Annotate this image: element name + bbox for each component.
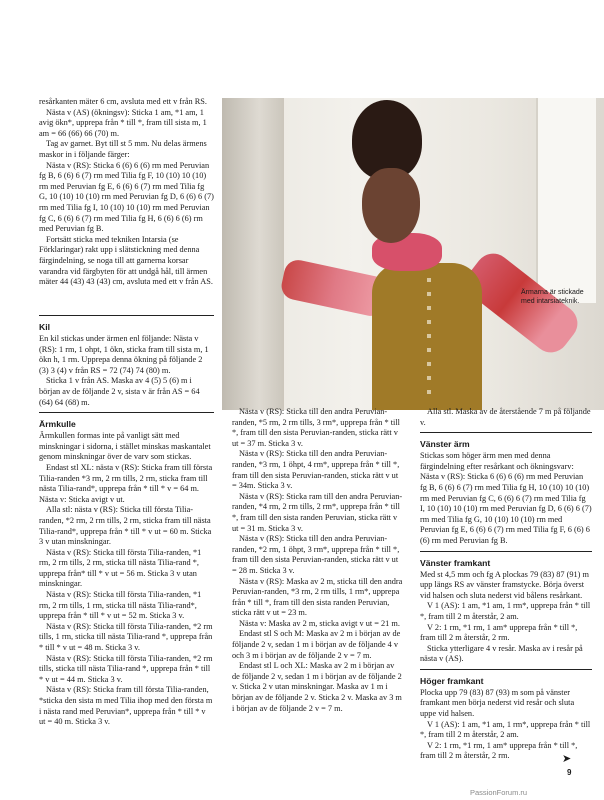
paragraph: Nästa v (RS): Sticka 6 (6) 6 (6) rm med Peruvian fg B, 6 (6) 6 (7) rm med Tilia fg F, 10 (10) 10 (10) rm med Peruvian fg E, 6 (6) 6 (7) rm med Tilia fg G, 10 (10) 10 (10) rm med Peruvian fg D, 6 (6) 6 (7) rm med Tilia fg I, 10 (10) 10 (10) rm med Peruvian fg C, 6 (6) 6 (7) rm med Tilia fg H, 6 (6) 6 (6) rm med Peruvian fg B. <box>39 160 214 234</box>
paragraph: En kil stickas under ärmen enl följande: Nästa v (RS): 1 rm, 1 ohpt, 1 ökn, sticka fram till sista m, 1 ökn h, 1 rm. Upprepa denna ökning på följande 2 (3) 3 (4) v från RS = 72 (74) 74 (80) m. <box>39 334 209 375</box>
paragraph: Nästa v (RS): Sticka till första Tilia-randen, *2 rm tills, 1 rm, sticka till nästa Tilia-rand *, upprepa från * till * v ut = 48 m. Sticka 3 v. <box>39 621 213 653</box>
paragraph: V 1 (AS): 1 am, *1 am, 1 rm*, upprepa från * till *, fram till 2 m återstår, 2 am. <box>420 601 591 621</box>
paragraph: V 1 (AS): 1 am, *1 am, 1 rm*, upprepa från * till *, fram till 2 m återstår, 2 am. <box>420 719 591 740</box>
section-heading-hoger-framkant: Höger framkant <box>420 675 484 686</box>
paragraph: V 2: 1 rm, *1 rm, 1 am* upprepa från * till *, fram till 2 m återstår, 2 rm. <box>420 622 578 643</box>
paragraph: Nästa v (RS): Sticka till första Tilia-randen, *1 rm, 2 rm tills, 1 rm, sticka till nästa Tilia-rand*, upprepa från * till * v ut = 52 m. Sticka 3 v. <box>39 590 202 621</box>
paragraph: Sticka ytterligare 4 v resår. Maska av i resår på nästa v (AS). <box>420 643 583 664</box>
paragraph: Nästa v (RS): Sticka till den andra Peruvian-randen, *2 rm, 1 öhpt, 3 rm*, upprepa från * till *, fram till den sista Peruvian-randen, sticka rätt v ut = 28 m. Sticka 3 v. <box>232 534 400 575</box>
section-divider <box>420 432 592 433</box>
section-heading-vanster-framkant: Vänster framkant <box>420 557 491 568</box>
paragraph: Med st 4,5 mm och fg A plockas 79 (83) 87 (91) m upp längs RS av vänster framstycke. Börja överst vid halsen och sluta nederst vid bålens resårkant. <box>420 569 589 600</box>
sweater-buttons <box>427 278 431 398</box>
section-heading-armkulle: Ärmkulle <box>39 419 76 430</box>
paragraph: Sticka 1 v från AS. Maska av 4 (5) 5 (6) m i början av de följande 2 v, sista v är från AS = 64 (64) 64 (68) m. <box>39 376 200 407</box>
section-divider <box>420 551 592 552</box>
paragraph: Nästa v (RS): Sticka till den andra Peruvian-randen, *3 rm, 1 öhpt, 4 rm*, upprepa från * till *, fram till den sista Peruvian-randen, sticka rätt v ut = 34m. Sticka 3 v. <box>232 449 400 491</box>
paragraph: Nästa v (RS): Sticka till den andra Peruvian-randen, *5 rm, 2 rm tills, 3 rm*, upprepa från * till *, fram till den sista Peruvian-randen, sticka rätt v ut = 37 m. Sticka 3 v. <box>232 407 400 448</box>
section-divider <box>39 412 214 413</box>
paragraph: Nästa v (RS): Sticka till första Tilia-randen, *2 rm tills, sticka till nästa Tilia-rand *, upprepa från * till * v ut = 44 m. Sticka 3 v. <box>39 653 213 684</box>
paragraph: Ärmkullen formas inte på vanligt sätt med minskningar i sidorna, i stället minskas maskantalet genom minskningar över de varv som stickas. <box>39 431 211 462</box>
paragraph: V 2: 1 rm, *1 rm, 1 am* upprepa från * till *, fram till 2 m återstår, 2 rm. <box>420 740 578 761</box>
paragraph: Nästa v (RS): Sticka fram till första Tilia-randen, *sticka den sista m med Tilia ihop med den första m i nästa rand med Peruvian*, upprepa från * till * v ut = 40 m. Sticka 3 v. <box>39 685 213 727</box>
column-right <box>420 407 592 762</box>
paragraph: Nästa v (RS): Maska av 2 m, sticka till den andra Peruvian-randen, *3 rm, 2 rm tills, 1 rm*, upprepa från * till *, fram till den sista randen Peruvian, sticka rätt v ut = 23 m. <box>232 576 403 618</box>
paragraph: Stickas som höger ärm men med denna färgindelning efter resårkant och ökningsvarv: Nästa v (RS): Sticka 6 (6) 6 (6) rm med Peruvian fg B, 6 (6) 6 (7) rm med Tilia fg H, 10 (10) 10 (10) rm med Peruvian fg C, 6 (6) 6 (7) rm med Tilia fg I, 10 (10) 10 (10) rm med Peruvian fg D, 6 (6) 6 (7) rm med Tilia fg G, 10 (10) 10 (10) rm med Peruvian fg E, 6 (6) 6 (7) rm med Tilia fg F, 6 (6) 6 (6) rm med Peruvian fg B. <box>420 451 592 545</box>
paragraph: Endast stl S och M: Maska av 2 m i början av de följande 2 v, sedan 1 m i början av de följande 4 v och 3 m i början av de följande 2 v = 7 m. <box>232 629 401 660</box>
model-photo <box>222 98 604 410</box>
section-heading-kil: Kil <box>39 322 50 332</box>
paragraph: resårkanten mäter 6 cm, avsluta med ett v från RS. <box>39 97 207 106</box>
paragraph: Nästa v (RS): Sticka ram till den andra Peruvian-randen, *4 rm, 2 rm tills, 2 rm*, upprepa från * till *, fram till den sista randen Peruvian, sticka rätt v ut = 31 m. Sticka 3 v. <box>232 491 403 533</box>
photo-caption: Ärmarna är stickade med intarsiateknik. <box>521 289 584 305</box>
paragraph: Fortsätt sticka med tekniken Intarsia (se Förklaringar) rakt upp i slätstickning med denna färgindelning, se noga till att garnerna korsar varandra vid färgbyten för att undgå hål, till ärmen mäter 44 (43) 43 (43) cm, avsluta med ett v från AS. <box>39 234 213 287</box>
section-heading-vanster-arm: Vänster ärm <box>420 439 470 450</box>
paragraph: Alla stl. Maska av de återstående 7 m på följande v. <box>420 407 591 427</box>
column-middle <box>232 407 404 714</box>
paragraph: Endast stl XL: nästa v (RS): Sticka fram till första Tilia-randen *3 rm, 2 rm tills, 2 rm, sticka fram till nästa Tilia-rand*, upprepa från * till * v = 64 m. Nästa v: Sticka avigt v ut. <box>39 462 213 504</box>
column-left-bottom <box>39 311 214 728</box>
window-panel <box>536 98 596 303</box>
paragraph: Tag av garnet. Byt till st 5 mm. Nu delas ärmens maskor in i följande färger: <box>39 139 207 159</box>
section-divider <box>420 669 592 670</box>
face <box>362 168 420 243</box>
paragraph: Plocka upp 79 (83) 87 (93) m som på vänster framkant men börja nederst vid resår och sluta uppe vid halsen. <box>420 687 575 719</box>
section-divider <box>39 315 214 316</box>
door-frame <box>222 98 284 410</box>
watermark: PassionForum.ru <box>470 788 528 797</box>
paragraph: Endast stl L och XL: Maska av 2 m i början av de följande 2 v, sedan 1 m i början av de följande 2 v. Sticka 2 v utan minskningar. Maska av 1 m i början av de följande 2 v. Sticka 2 v. Maska av 3 m i början av de följande 2 v = 7 m. <box>232 661 402 713</box>
continue-arrow-icon: ➤ <box>562 752 572 765</box>
paragraph: Nästa v (AS) (ökningsv): Sticka 1 am, *1 am, 1 avig ökn*, upprepa från * till *, fram till sista m, 1 am = 66 (66) 66 (70) m. <box>39 107 207 138</box>
paragraph: Nästa v: Maska av 2 m, sticka avigt v ut = 21 m. <box>239 618 400 628</box>
paragraph: Nästa v (RS): Sticka till första Tilia-randen, *1 rm, 2 rm tills, 2 rm, sticka till nästa Tilia-rand *, upprepa från* till * v ut = 56 m. Sticka 3 v utan minskningar. <box>39 547 202 589</box>
column-left-top <box>39 97 214 288</box>
page-number: 9 <box>567 768 572 777</box>
paragraph: Alla stl: nästa v (RS): Sticka till första Tilia-randen, *2 rm, 2 rm tills, 2 rm, sticka fram till nästa Tilia-rand*, upprepa från * till * v ut = 60 m. Sticka 3 v utan minskningar. <box>39 505 212 547</box>
